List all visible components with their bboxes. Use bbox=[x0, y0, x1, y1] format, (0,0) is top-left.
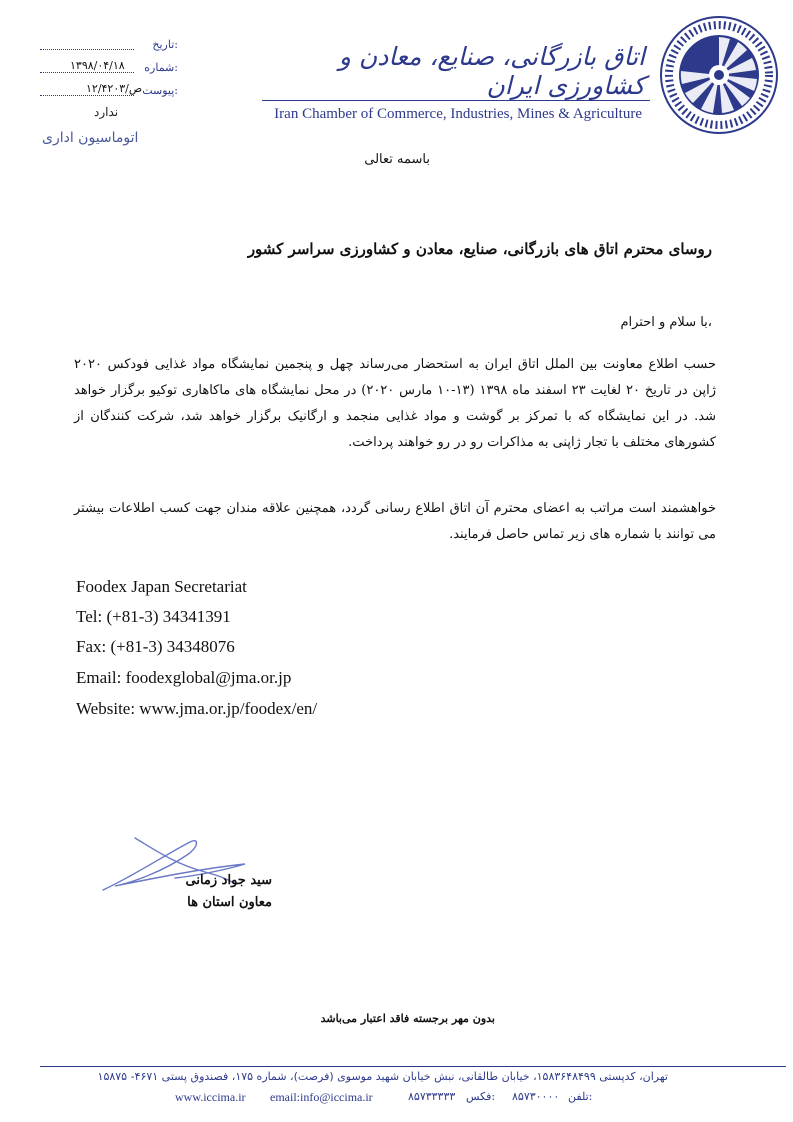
automation-label: اتوماسیون اداری bbox=[42, 130, 139, 146]
footer-address: تهران، کدپستی ۱۵۸۳۶۴۸۴۹۹، خیابان طالقانی، نبش خیابان شهید موسوی (فرصت)، شماره ۱۷۵، فصندوق پستی ۴۶۷۱- ۱۵۸۷۵ bbox=[97, 1070, 668, 1083]
body-paragraph-1: حسب اطلاع معاونت بین الملل اتاق ایران به استحضار می‌رساند چهل و پنجمین نمایشگاه مواد غذایی فودکس ۲۰۲۰ ژاپن در تاریخ ۲۰ لغایت ۲۳ اسفند ماه ۱۳۹۸ (۱۳-۱۰ مارس ۲۰۲۰) در محل نمایشگاه های ماکاهاری توکیو برگزار خواهد شد. در این نمایشگاه که با تمرکز بر گوشت و مواد غذایی منجمد و ارگانیک برگزار خواهد شد، شرکت کنندگان از کشورهای مختلف با تجار ژاپنی به مذاکرات رو در رو خواهند پرداخت. bbox=[74, 357, 716, 450]
organization-name-fa: اتاق بازرگانی، صنایع، معادن و کشاورزی ایران bbox=[338, 42, 645, 100]
addressee: روسای محترم اتاق های بازرگانی، صنایع، معادن و کشاورزی سراسر کشور bbox=[247, 240, 712, 258]
attachment-value: ۱۲/۴۲۰۳/ص bbox=[86, 82, 143, 95]
attachment-status: ندارد bbox=[94, 105, 119, 119]
footer-website[interactable]: www.iccima.ir bbox=[175, 1090, 246, 1104]
contact-website: Website: www.jma.or.jp/foodex/en/ bbox=[76, 699, 318, 718]
footer-divider bbox=[40, 1066, 786, 1067]
footer-contact-line bbox=[150, 1090, 593, 1106]
header-divider bbox=[262, 100, 650, 101]
attachment-dotted-line bbox=[40, 95, 134, 96]
signatory-name: سید جواد زمانی bbox=[185, 873, 272, 888]
body-paragraph-2: خواهشمند است مراتب به اعضای محترم آن اتاق اطلاع رسانی گردد، همچنین علاقه مندان جهت کسب اطلاعات بیشتر می توانند با شماره های زیر تماس حاصل فرمایند. bbox=[74, 501, 716, 542]
attachment-row bbox=[40, 82, 178, 102]
contact-tel: Tel: (+81-3) 34341391 bbox=[76, 607, 231, 626]
organization-name-en: Iran Chamber of Commerce, Industries, Mines & Agriculture bbox=[274, 106, 642, 122]
date-dotted-line bbox=[40, 49, 134, 50]
number-label: شماره: bbox=[144, 61, 178, 74]
signatory-title: معاون استان ها bbox=[187, 895, 272, 910]
contact-secretariat: Foodex Japan Secretariat bbox=[76, 577, 247, 596]
contact-email: Email: foodexglobal@jma.or.jp bbox=[76, 668, 292, 687]
footer-email[interactable]: email:info@iccima.ir bbox=[270, 1090, 373, 1104]
number-value: ۱۳۹۸/۰۴/۱۸ bbox=[70, 59, 125, 72]
greeting: با سلام و احترام، bbox=[620, 315, 712, 330]
number-row bbox=[40, 59, 178, 79]
date-label: تاریخ: bbox=[152, 38, 178, 51]
chamber-logo-icon bbox=[658, 14, 780, 136]
attachment-label: پیوست: bbox=[142, 84, 178, 97]
footer-fax-label: فکس: bbox=[466, 1090, 496, 1103]
footer-fax: ۸۵۷۳۳۳۳۳ bbox=[408, 1090, 456, 1103]
contact-fax: Fax: (+81-3) 34348076 bbox=[76, 637, 235, 656]
footer-phone-label: تلفن: bbox=[568, 1090, 593, 1103]
seal-validity-note: بدون مهر برجسته فاقد اعتبار می‌باشد bbox=[320, 1012, 495, 1025]
footer-phone: ۸۵۷۳۰۰۰۰ bbox=[512, 1090, 560, 1103]
number-dotted-line bbox=[40, 72, 134, 73]
basmala: باسمه تعالی bbox=[364, 152, 430, 167]
date-row bbox=[40, 36, 178, 56]
